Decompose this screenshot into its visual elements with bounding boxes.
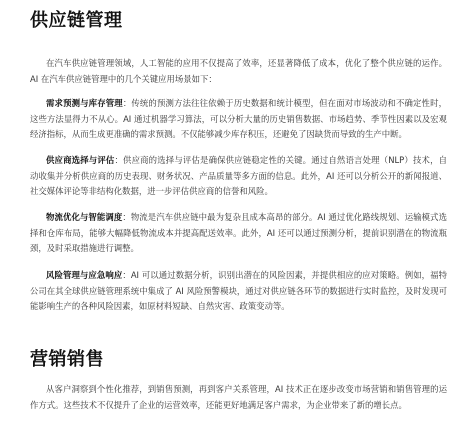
paragraph-lead: 供应商选择与评估 bbox=[46, 155, 115, 165]
paragraph-text: ：供应商的选择与评估是确保供应链稳定性的关键。通过自然语言处理（NLP）技术，自动收集并分析供应商的历史表现、财务状况、产品质量等多方面的信息。此外，AI 还可以分析公开的新闻报道、社交媒体评论等非结构化数据，进一步评估供应商的信誉和风险。 bbox=[30, 155, 447, 196]
paragraph-lead: 风险管理与应急响应 bbox=[46, 270, 123, 280]
paragraph-demand-forecast bbox=[30, 96, 447, 143]
paragraph-lead: 需求预测与库存管理 bbox=[46, 98, 123, 108]
intro-paragraph bbox=[30, 56, 447, 87]
paragraph-supplier-selection bbox=[30, 153, 447, 200]
marketing-intro-paragraph bbox=[30, 382, 447, 413]
paragraph-text: 从客户洞察到个性化推荐，到销售预测，再到客户关系管理，AI 技术正在逐步改变市场营销和销售管理的运作方式。这些技术不仅提升了企业的运营效率，还能更好地满足客户需求，为企业带来了新的增长点。 bbox=[30, 384, 447, 410]
paragraph-text: ：物流是汽车供应链中最为复杂且成本高昂的部分。AI 通过优化路线规划、运输模式选择和仓库布局，能够大幅降低物流成本并提高配送效率。此外，AI 还可以通过预测分析，提前识别潜在的物流瓶颈，及时采取措施进行调整。 bbox=[30, 212, 448, 253]
section-title-marketing: 营销销售 bbox=[30, 349, 104, 370]
paragraph-text: 在汽车供应链管理领域，人工智能的应用不仅提高了效率，还显著降低了成本，优化了整个供应链的运作。AI 在汽车供应链管理中的几个关键应用场景如下： bbox=[30, 58, 447, 84]
section-title-supply-chain: 供应链管理 bbox=[30, 10, 123, 31]
paragraph-text: ：AI 可以通过数据分析，识别出潜在的风险因素，并提供相应的应对策略。例如，福特公司在其全球供应链管理系统中集成了 AI 风险预警模块，通过对供应链各环节的数据进行实时监控，及时发现可能影响生产的各种风险因素，如原材料短缺、自然灾害、政策变动等。 bbox=[30, 270, 448, 311]
paragraph-text: ：传统的预测方法往往依赖于历史数据和统计模型，但在面对市场波动和不确定性时，这些方法显得力不从心。AI 通过机器学习算法，可以分析大量的历史销售数据、市场趋势、季节性因素以及宏观经济指标，从而生成更准确的需求预测。不仅能够减少库存积压，还避免了因缺货而导致的生产中断。 bbox=[30, 98, 448, 139]
paragraph-logistics bbox=[30, 210, 447, 257]
paragraph-lead: 物流优化与智能调度 bbox=[46, 212, 123, 222]
paragraph-risk-management bbox=[30, 268, 447, 315]
